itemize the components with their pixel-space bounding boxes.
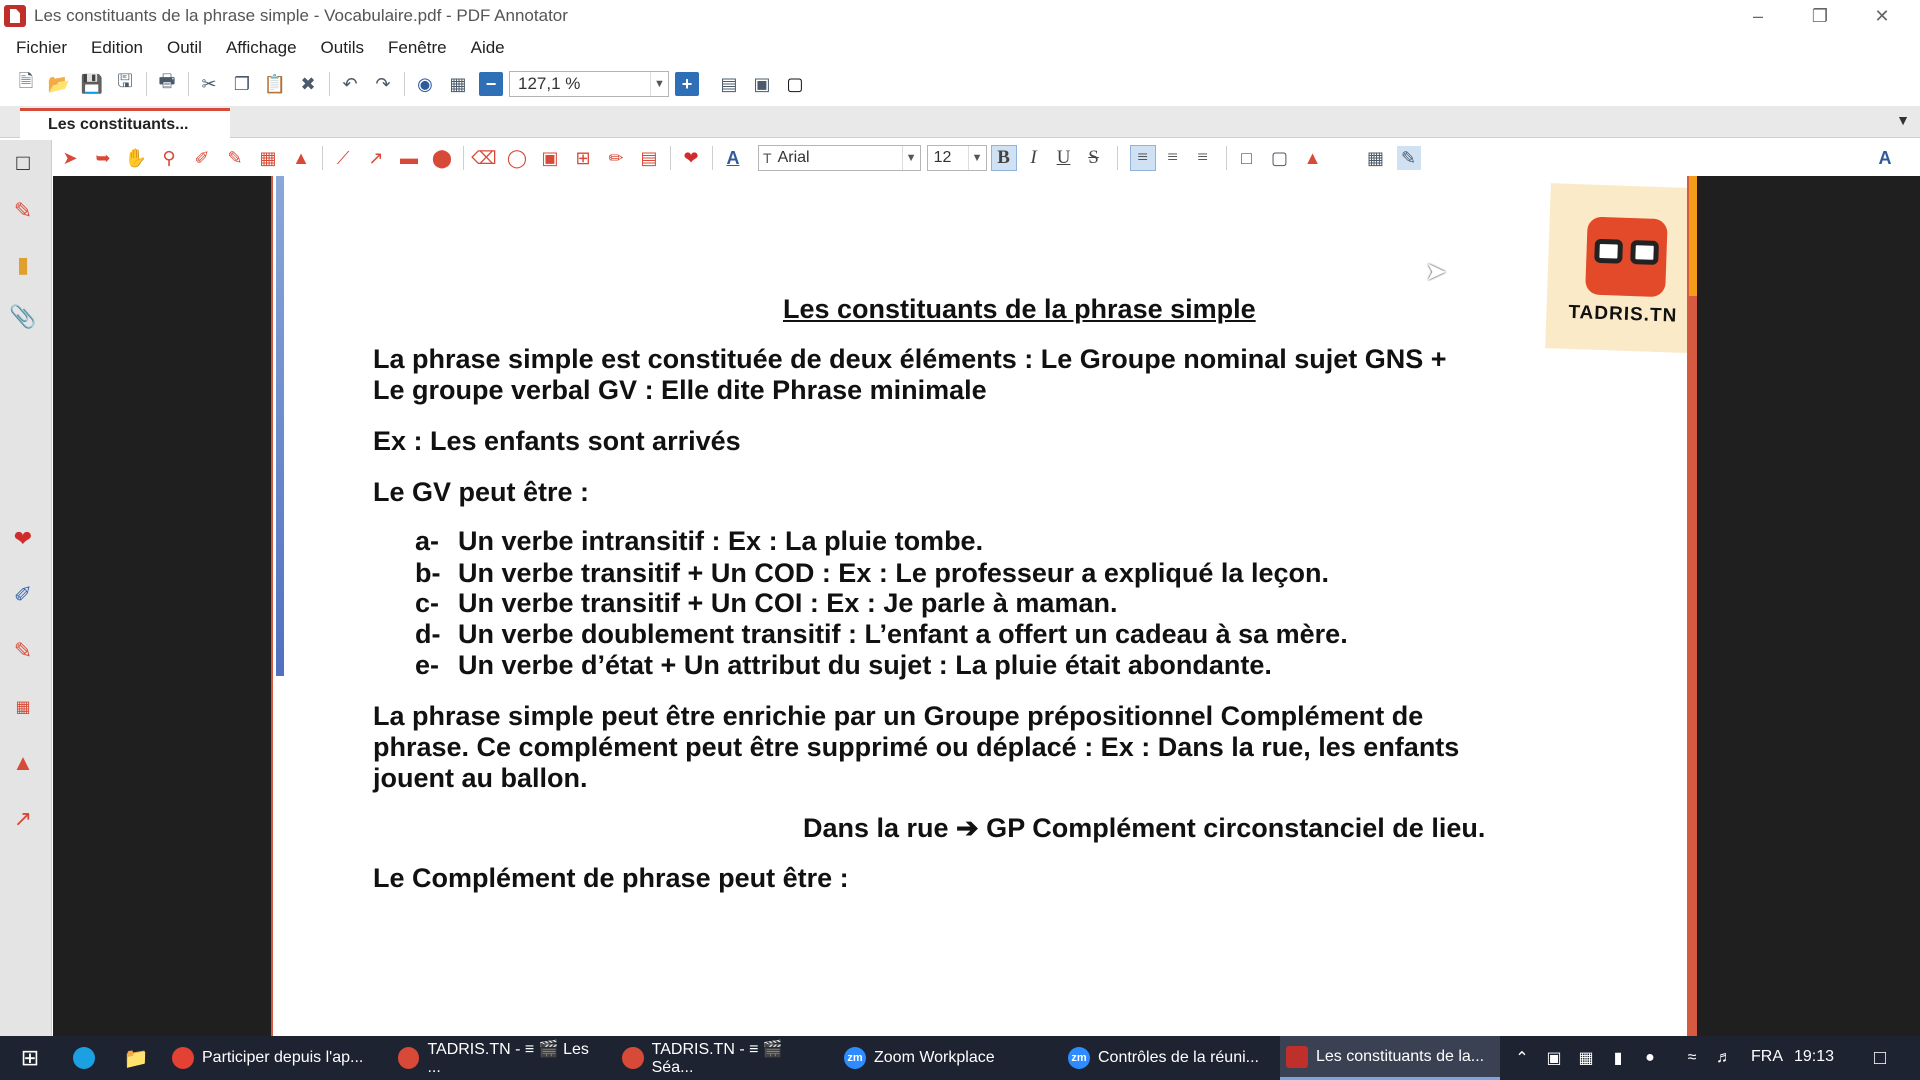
toolbar-divider [712, 146, 713, 170]
tray-battery-icon[interactable]: ▮ [1613, 1050, 1623, 1067]
tray-app-icon[interactable]: ▦ [1578, 1050, 1594, 1067]
edge-browser-icon[interactable] [64, 1036, 104, 1080]
ellipse-tool-icon[interactable]: ⬤ [431, 147, 453, 168]
line-tool-icon[interactable]: ⟋ [336, 147, 350, 168]
logo-text: TADRIS.TN [1568, 301, 1678, 327]
ruler-icon[interactable]: ✏ [608, 147, 624, 168]
toolbar-divider [1117, 146, 1118, 170]
pdf-annotator-app-icon [4, 5, 26, 27]
auto-select-icon[interactable]: ✎ [1397, 146, 1421, 170]
bold-button[interactable]: B [991, 145, 1017, 171]
fill-style-icon[interactable]: ▢ [1271, 147, 1289, 168]
undo-icon[interactable]: ↶ [342, 73, 358, 94]
menu-outils[interactable]: Outils [320, 38, 365, 57]
paste-icon[interactable]: 📋 [263, 73, 287, 94]
taskbar-item-label: Zoom Workplace [874, 1049, 995, 1066]
font-family-select[interactable] [758, 145, 921, 171]
toolbar-divider [404, 72, 405, 96]
select-text-icon[interactable]: ➥ [95, 147, 111, 168]
list-marker: a- [415, 526, 440, 556]
line-arrow-icon[interactable]: ↗ [13, 806, 33, 831]
taskbar-item-chrome[interactable] [166, 1036, 376, 1080]
taskbar-item-label: Les constituants de la... [1316, 1047, 1485, 1065]
tray-wifi-icon[interactable]: ≈ [1687, 1049, 1697, 1066]
image-insert-icon[interactable]: ▤ [640, 147, 658, 168]
tab-les-constituants[interactable] [20, 108, 230, 138]
align-right-icon[interactable]: ≡ [1197, 147, 1208, 168]
gp-line: Dans la rue ➔ GP Complément circonstanciel de lieu. [803, 813, 1486, 843]
toolbar-divider [329, 72, 330, 96]
intro-line-1: La phrase simple est constituée de deux éléments : Le Groupe nominal sujet GNS + [373, 344, 1447, 374]
pen-tool-icon[interactable]: ✐ [13, 582, 33, 607]
chevron-down-icon[interactable]: ▼ [650, 72, 668, 96]
file-explorer-icon[interactable]: 📁 [123, 1047, 149, 1070]
windows-taskbar [0, 1036, 1920, 1080]
bookmark-icon[interactable]: ▮ [16, 252, 30, 277]
zoom-tool-icon[interactable]: ⚲ [162, 147, 176, 168]
pdf-annotator-icon [1286, 1046, 1308, 1068]
tray-volume-icon[interactable]: ♬ [1716, 1049, 1732, 1066]
taskbar-item-zoom[interactable] [838, 1036, 1048, 1080]
highlighter-icon[interactable]: ✎ [13, 638, 33, 663]
tab-label: Les constituants... [48, 116, 189, 133]
mouse-cursor-icon: ➤ [1425, 256, 1447, 286]
highlighter-tool-icon[interactable]: ✎ [227, 147, 243, 168]
taskbar-item-tadris-1[interactable] [392, 1036, 602, 1080]
logo-lens [1630, 240, 1659, 265]
tadris-icon [622, 1047, 644, 1069]
menu-bar [0, 34, 1920, 62]
document-title: Les constituants de la phrase simple [783, 294, 1256, 324]
favorites-heart-icon[interactable]: ❤ [13, 526, 33, 551]
fit-page-icon[interactable]: ▤ [720, 73, 738, 94]
align-center-icon[interactable]: ≡ [1167, 147, 1178, 168]
page-edge [1687, 176, 1697, 1036]
page-layout-icon[interactable]: ▦ [449, 73, 467, 94]
zoom-out-button[interactable]: − [479, 72, 503, 96]
open-folder-icon[interactable]: 📂 [47, 73, 71, 94]
favorite-heart-icon[interactable]: ❤ [683, 147, 699, 168]
cp-heading: Le Complément de phrase peut être : [373, 863, 849, 893]
gv-heading: Le GV peut être : [373, 477, 590, 507]
redo-icon[interactable]: ↷ [375, 73, 391, 94]
text-tool-icon[interactable]: ▦ [259, 147, 277, 168]
copy-icon[interactable]: ❐ [233, 73, 251, 94]
taskbar-item-label: Participer depuis l'ap... [202, 1049, 364, 1066]
border-style-icon[interactable]: □ [1241, 147, 1252, 168]
menu-fichier[interactable]: Fichier [16, 38, 68, 57]
menu-fenetre[interactable]: Fenêtre [388, 38, 447, 57]
rectangle-tool-icon[interactable]: ▬ [400, 147, 418, 168]
zoom-in-button[interactable]: + [675, 72, 699, 96]
tadris-logo [1545, 183, 1693, 354]
delete-icon[interactable]: ✖ [300, 73, 316, 94]
text-font-indicator-icon[interactable]: A [1878, 147, 1892, 168]
taskbar-item-label: Contrôles de la réuni... [1098, 1049, 1259, 1066]
font-size-value: 12 [933, 149, 952, 166]
taskbar-item-label: TADRIS.TN - ≡ 🎬 Les ... [427, 1041, 589, 1076]
menu-outil[interactable]: Outil [167, 38, 202, 57]
logo-lens [1594, 239, 1623, 264]
menu-aide[interactable]: Aide [470, 38, 505, 57]
menu-edition[interactable]: Edition [91, 38, 143, 57]
fit-width-icon[interactable]: ▣ [753, 73, 771, 94]
toolbar-divider [463, 146, 464, 170]
full-screen-icon[interactable]: ▢ [786, 73, 804, 94]
font-family-value: Arial [777, 149, 810, 166]
list-marker: b- [415, 558, 441, 588]
pdf-page[interactable] [273, 176, 1693, 1036]
tray-language[interactable]: FRA [1751, 1048, 1783, 1065]
snap-grid-icon[interactable]: ▦ [1367, 147, 1385, 168]
crop-icon[interactable]: ⊞ [575, 147, 591, 168]
attachment-icon[interactable]: 📎 [9, 304, 37, 329]
font-color-icon[interactable]: A [726, 147, 740, 168]
logo-mascot [1585, 216, 1668, 297]
pen-icon[interactable]: ✐ [194, 147, 210, 168]
list-item: Un verbe transitif + Un COI : Ex : Je parle à maman. [458, 588, 1118, 618]
taskbar-item-label: TADRIS.TN - ≡ 🎬 Séa... [651, 1041, 783, 1076]
taskbar-item-tadris-2[interactable] [616, 1036, 826, 1080]
strikethrough-button[interactable]: S [1088, 147, 1099, 168]
toolbar-divider [670, 146, 671, 170]
zoom-icon: zm [1068, 1047, 1090, 1069]
chevron-down-icon[interactable]: ▼ [902, 146, 920, 170]
tray-chevron-up-icon[interactable]: ⌃ [1515, 1050, 1529, 1067]
annotation-toolbar [52, 140, 1920, 176]
arrow-tool-icon[interactable]: ↗ [368, 147, 384, 168]
pen-favorite-icon[interactable]: ✎ [13, 198, 33, 223]
text-box-icon[interactable]: ▦ [15, 699, 31, 716]
print-icon[interactable]: 🖶 [158, 71, 176, 91]
document-canvas[interactable] [53, 176, 1920, 1036]
enrich-line-2: phrase. Ce complément peut être supprimé ou déplacé : Ex : Dans la rue, les enfants [373, 732, 1460, 762]
list-marker: c- [415, 588, 440, 618]
title-bar [0, 0, 1920, 32]
window-title: Les constituants de la phrase simple - Vocabulaire.pdf - PDF Annotator [34, 6, 568, 25]
stamp-tool-icon[interactable]: ▲ [292, 147, 310, 168]
tadris-icon [398, 1047, 419, 1069]
notification-center-icon[interactable]: □ [1873, 1046, 1887, 1069]
tray-clock[interactable]: 19:13 [1794, 1048, 1835, 1065]
toolbar-divider [1226, 146, 1227, 170]
taskbar-item-zoom-controls[interactable] [1062, 1036, 1272, 1080]
list-item: Un verbe transitif + Un COD : Ex : Le professeur a expliqué la leçon. [458, 558, 1329, 588]
zoom-value: 127,1 % [518, 74, 581, 93]
font-icon: T [763, 150, 772, 166]
logo-glasses [1594, 239, 1659, 265]
document-tab-strip [0, 106, 1920, 138]
zoom-select[interactable] [509, 71, 669, 97]
save-icon[interactable]: 💾 [80, 73, 104, 94]
enrich-line-3: jouent au ballon. [373, 763, 588, 793]
chevron-down-icon[interactable]: ▼ [968, 146, 986, 170]
chrome-icon [172, 1047, 194, 1069]
list-item: Un verbe intransitif : Ex : La pluie tombe. [458, 526, 984, 556]
list-marker: e- [415, 650, 440, 680]
windows-start-icon[interactable]: ⊞ [20, 1045, 40, 1070]
edge-icon [73, 1047, 95, 1069]
hand-pan-icon[interactable]: ✋ [124, 147, 148, 168]
tray-microphone-icon[interactable]: ● [1645, 1049, 1655, 1066]
save-as-icon[interactable]: 🖫 [117, 71, 133, 91]
page-margin-bar [1689, 176, 1697, 296]
snapshot-icon[interactable]: ▣ [541, 147, 559, 168]
close-button[interactable]: ✕ [1874, 5, 1890, 26]
enrich-line-1: La phrase simple peut être enrichie par un Groupe prépositionnel Complément de [373, 701, 1424, 731]
align-left-icon[interactable]: ≡ [1130, 145, 1156, 171]
eraser-icon[interactable]: ⌫ [471, 147, 497, 168]
minimize-button[interactable]: – [1752, 5, 1763, 26]
list-item: Un verbe d’état + Un attribut du sujet : La pluie était abondante. [458, 650, 1272, 680]
italic-button[interactable]: I [1030, 147, 1037, 168]
stamp-icon[interactable]: ▲ [12, 750, 34, 775]
underline-button[interactable]: U [1056, 147, 1071, 168]
intro-line-2: Le groupe verbal GV : Elle dite Phrase minimale [373, 375, 987, 405]
restore-button[interactable]: ❐ [1811, 5, 1829, 26]
page-view-icon[interactable]: □ [16, 150, 30, 175]
font-size-select[interactable] [927, 145, 987, 171]
cut-icon[interactable]: ✂ [201, 73, 217, 94]
lasso-icon[interactable]: ◯ [506, 147, 528, 168]
new-document-icon[interactable]: 🗎 [18, 71, 34, 91]
find-binoculars-icon[interactable]: ◉ [417, 73, 433, 94]
list-item: Un verbe doublement transitif : L’enfant a offert un cadeau à sa mère. [458, 619, 1348, 649]
tray-meet-icon[interactable]: ▣ [1546, 1050, 1562, 1067]
tab-list-chevron-down-icon[interactable]: ▼ [1896, 112, 1910, 128]
toolbar-divider [322, 146, 323, 170]
main-toolbar [0, 66, 1920, 102]
fill-color-icon[interactable]: ▲ [1303, 147, 1322, 168]
toolbar-divider [188, 72, 189, 96]
example-line: Ex : Les enfants sont arrivés [373, 426, 741, 456]
select-arrow-icon[interactable]: ➤ [62, 147, 78, 168]
toolbar-divider [146, 72, 147, 96]
list-marker: d- [415, 619, 441, 649]
taskbar-item-pdf-annotator[interactable] [1280, 1036, 1500, 1080]
page-margin-bar [276, 176, 284, 676]
zoom-icon: zm [844, 1047, 866, 1069]
menu-affichage[interactable]: Affichage [225, 38, 297, 57]
left-tool-sidebar [0, 140, 52, 1036]
